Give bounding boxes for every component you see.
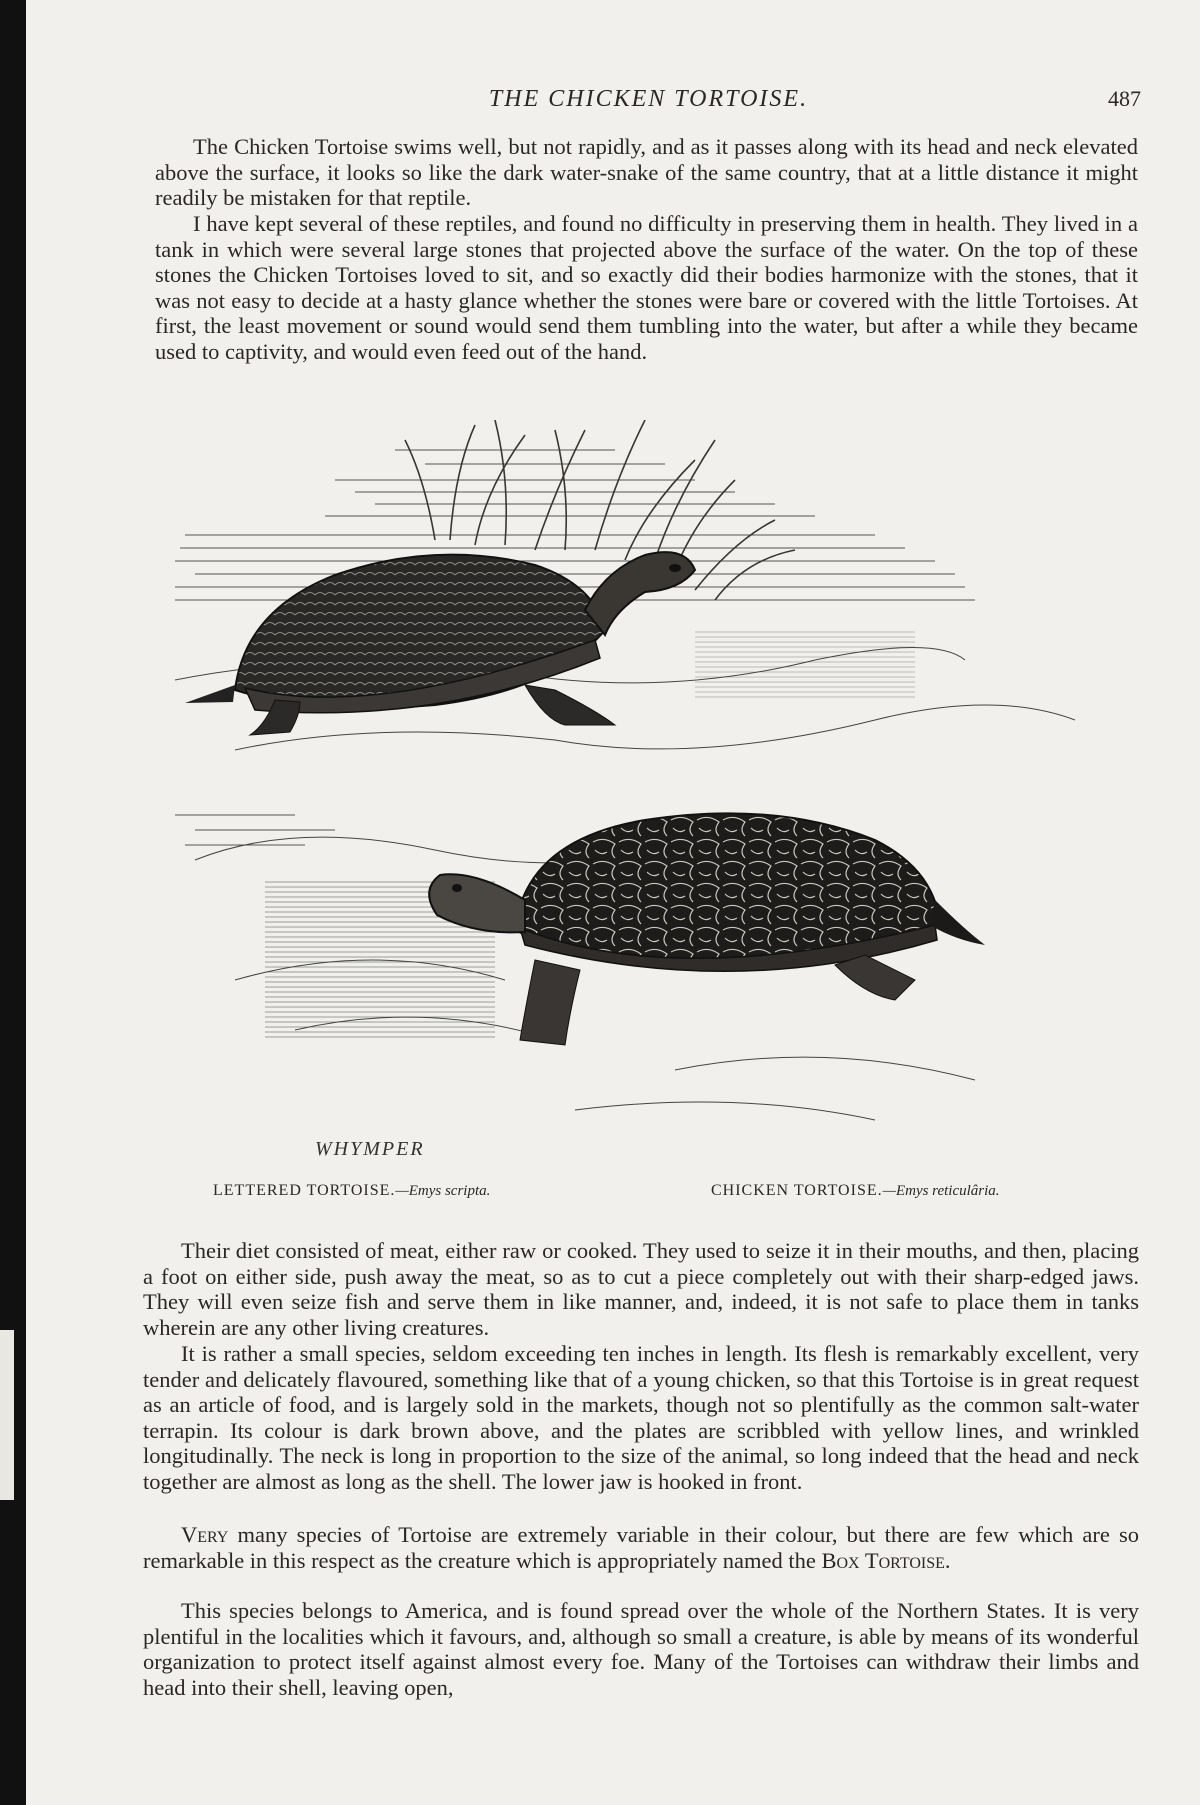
chicken-tortoise-drawing (429, 813, 985, 1045)
paragraph-kept-reptiles: I have kept several of these reptiles, and found no difficulty in preserving them in health. They lived in a tank in which were several large stones that projected above the surface of the water. On the top of these stones the Chicken Tortoises loved to sit, and so exactly did their bodies harmonize with the stones, that it was not easy to decide at a hasty glance whether the stones were bare or covered with the little Tortoises. At first, the least movement or sound would send them tumbling into the water, but after a while they became used to captivity, and would even feed out of the hand. (155, 211, 1138, 364)
paragraph-small-species: It is rather a small species, seldom exceeding ten inches in length. Its flesh is remarkably excellent, very tender and delicately flavoured, something like that of a young chicken, so that this Tortoise is in great request as an article of food, and is largely sold in the markets, though not so plentifully as the common salt-water terrapin. Its colour is dark brown above, and the plates are scribbled with yellow lines, and wrinkled longitudinally. The neck is long in proportion to the size of the animal, so long indeed that the head and neck together are almost as long as the shell. The lower jaw is hooked in front. (143, 1341, 1139, 1494)
page-edge-notch (0, 1330, 14, 1500)
page-header (156, 86, 1141, 126)
book-spine-edge (0, 0, 26, 1805)
engraver-signature: WHYMPER (315, 1138, 425, 1160)
paragraph-box-tortoise-intro: Very many species of Tortoise are extremely variable in their colour, but there are few which are so remarkable in this respect as the creature which is appropriately named the Box Tortoise. (143, 1522, 1139, 1573)
paragraph-america: This species belongs to America, and is found spread over the whole of the Northern States. It is very plentiful in the localities which it favours, and, although so small a creature, is able by means of its wonderful organization to protect itself against almost every foe. Many of the Tortoises can withdraw their limbs and head into their shell, leaving open, (143, 1598, 1139, 1700)
paragraph-swimming: The Chicken Tortoise swims well, but not rapidly, and as it passes along with its head and neck elevated above the surface, it looks so like the dark water-snake of the same country, that at a little distance it might readily be mistaken for that reptile. (155, 134, 1138, 211)
page-number: 487 (1108, 86, 1141, 111)
caption-lettered-tortoise: LETTERED TORTOISE.—Emys scripta. (213, 1182, 491, 1199)
paragraph-diet: Their diet consisted of meat, either raw or cooked. They used to seize it in their mouths, and then, placing a foot on either side, push away the meat, so as to cut a piece completely out with their sharp-edged jaws. They will even seize fish and serve them in like manner, and, indeed, it is not safe to place them in tanks wherein are any other living creatures. (143, 1238, 1139, 1340)
running-title: THE CHICKEN TORTOISE. (488, 86, 809, 112)
tortoise-illustration (175, 420, 1120, 1170)
lettered-tortoise-drawing (185, 552, 695, 735)
caption-chicken-tortoise: CHICKEN TORTOISE.—Emys reticulâria. (711, 1182, 1000, 1199)
